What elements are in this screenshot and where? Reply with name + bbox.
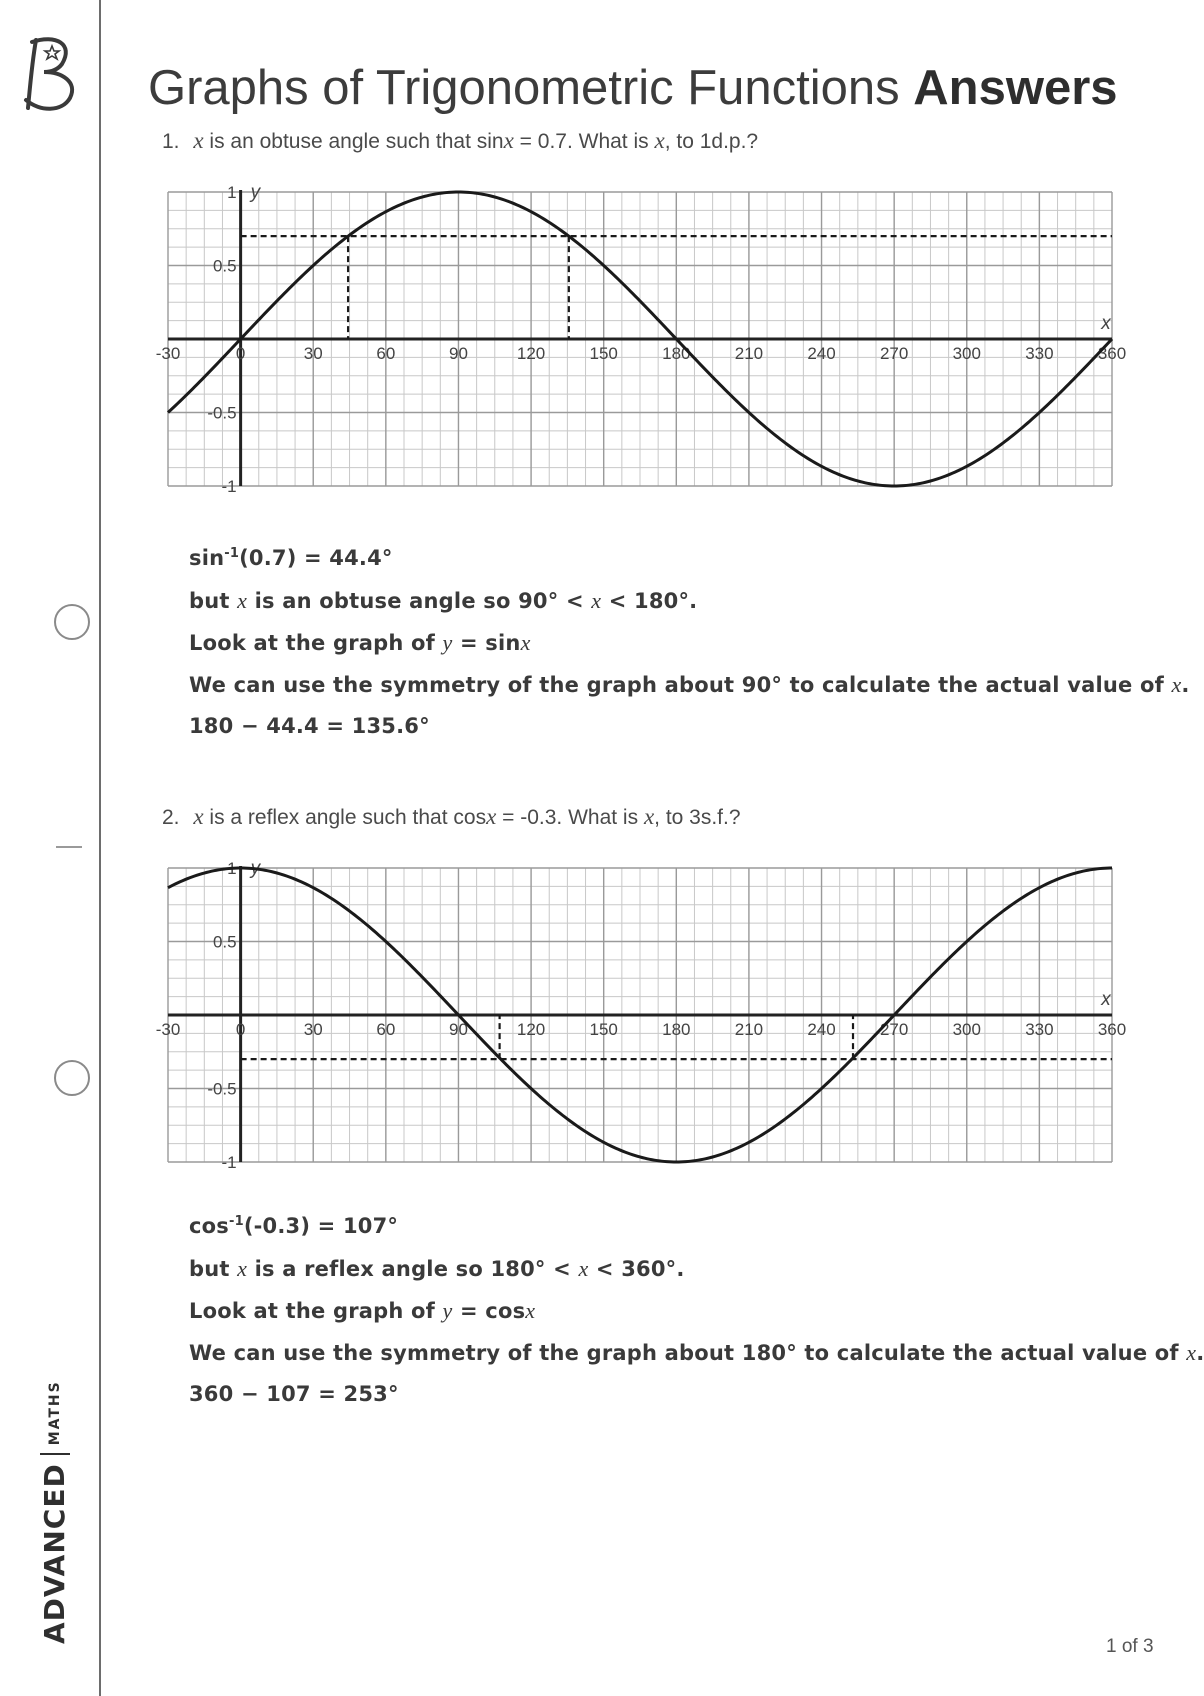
x-axis-label: x (1101, 313, 1111, 334)
question-number: 1. (162, 130, 180, 153)
fold-mark (56, 846, 82, 848)
x-tick-label: 210 (734, 344, 764, 363)
q-text: , to 3s.f.? (654, 806, 741, 829)
punch-hole-top (54, 604, 90, 640)
question-1 (162, 128, 758, 154)
x-tick-label: 0 (235, 344, 246, 363)
answer-text: . (1196, 1341, 1204, 1365)
answer-sup: -1 (228, 1214, 244, 1229)
answer-text: We can use the symmetry of the graph about 90° to calculate the actual value of (189, 673, 1172, 697)
x-tick-label: 180 (662, 344, 691, 363)
x-tick-label: 180 (662, 1020, 691, 1039)
q-text: , to 1d.p.? (664, 130, 759, 153)
y-tick-label: -1 (221, 1153, 237, 1172)
answer-line (189, 672, 1190, 698)
brand-sub: MATHS (46, 1380, 63, 1446)
x-tick-label: 300 (952, 1020, 981, 1039)
answer-var: x (237, 1256, 248, 1281)
answer-text: but (189, 1257, 238, 1281)
y-tick-label: 1 (227, 859, 237, 878)
x-tick-label: 90 (449, 1020, 468, 1039)
answer-text: = cos (452, 1299, 526, 1323)
answer-text: (0.7) = 44.4° (239, 546, 393, 570)
answer-var: y (442, 630, 453, 655)
q-var: x (486, 804, 497, 829)
page-number: 1 of 3 (1106, 1636, 1154, 1657)
answer-line (189, 630, 531, 656)
b-star-logo-icon (22, 32, 80, 114)
brand-vertical (38, 1380, 71, 1644)
answer-text: but (189, 589, 238, 613)
answer-var: x (591, 588, 602, 613)
x-tick-label: 60 (376, 344, 396, 363)
page-title (148, 60, 1118, 116)
q-var: x (643, 804, 655, 829)
cosine-graph (150, 836, 1130, 1176)
answer-text: Look at the graph of (189, 1299, 443, 1323)
punch-hole-bottom (54, 1060, 90, 1096)
q-var: x (193, 804, 204, 829)
x-tick-label: 0 (235, 1020, 246, 1039)
answer-var: x (578, 1256, 589, 1281)
answer-line (189, 1382, 399, 1406)
sine-graph (150, 160, 1130, 500)
x-tick-label: 240 (807, 344, 836, 363)
y-tick-label: 0.5 (212, 932, 237, 952)
answer-line (189, 1298, 535, 1324)
answer-line (189, 546, 393, 570)
x-tick-label: 60 (376, 1020, 396, 1039)
x-tick-label: 240 (807, 1020, 836, 1039)
answer-text: < 180°. (601, 589, 698, 613)
y-tick-label: 1 (227, 183, 237, 202)
q-text: is an obtuse angle such that sin (203, 130, 504, 153)
x-tick-label: 360 (1097, 344, 1127, 363)
x-tick-label: 120 (516, 1020, 546, 1039)
y-axis-label: y (250, 182, 261, 203)
answer-var: y (442, 1298, 453, 1323)
answer-text: We can use the symmetry of the graph about 180° to calculate the actual value of (189, 1341, 1187, 1365)
q-var: x (193, 128, 204, 153)
brand-divider (40, 1453, 70, 1455)
x-tick-label: 90 (449, 344, 468, 363)
answer-text: sin (189, 546, 225, 570)
answer-var: x (525, 1298, 536, 1323)
y-tick-label: -0.5 (207, 1079, 237, 1099)
q-text: = -0.3. What is (496, 806, 644, 829)
answer-var: x (1186, 1340, 1197, 1365)
answer-text: is a reflex angle so 180° < (247, 1257, 579, 1281)
q-text: is a reflex angle such that cos (203, 806, 487, 829)
x-tick-label: 210 (734, 1020, 764, 1039)
x-tick-label: 150 (589, 344, 618, 363)
answer-line (189, 1340, 1204, 1366)
answer-line (189, 1256, 685, 1282)
x-tick-label: 270 (879, 1020, 909, 1039)
answer-text: < 360°. (588, 1257, 685, 1281)
q-text: = 0.7. What is (513, 130, 655, 153)
answer-text: 180 − 44.4 = 135.6° (189, 714, 430, 738)
title-regular: Graphs of Trigonometric Functions (148, 61, 900, 115)
answer-text: cos (189, 1214, 229, 1238)
answer-var: x (1171, 672, 1182, 697)
x-tick-label: -30 (155, 344, 181, 363)
x-tick-label: 30 (303, 344, 323, 363)
y-tick-label: -1 (221, 477, 237, 496)
question-number: 2. (162, 806, 180, 829)
answer-line (189, 1214, 398, 1238)
answer-sup: -1 (224, 546, 240, 561)
answer-var: x (520, 630, 531, 655)
x-tick-label: 30 (303, 1020, 323, 1039)
y-axis-label: y (250, 858, 261, 879)
answer-text: (-0.3) = 107° (243, 1214, 399, 1238)
answer-line (189, 714, 430, 738)
answer-text: . (1181, 673, 1190, 697)
question-2 (162, 804, 741, 830)
answer-text: = sin (452, 631, 521, 655)
x-tick-label: 330 (1025, 1020, 1054, 1039)
x-tick-label: 300 (952, 344, 981, 363)
answer-text: 360 − 107 = 253° (189, 1382, 399, 1406)
x-tick-label: 270 (879, 344, 909, 363)
q-var: x (654, 128, 665, 153)
answer-text: is an obtuse angle so 90° < (247, 589, 592, 613)
answer-var: x (237, 588, 248, 613)
x-tick-label: 330 (1025, 344, 1054, 363)
x-tick-label: 150 (589, 1020, 618, 1039)
brand-main: ADVANCED (38, 1463, 71, 1644)
x-tick-label: 120 (516, 344, 546, 363)
q-var: x (503, 128, 514, 153)
answer-line (189, 588, 697, 614)
title-bold: Answers (913, 61, 1118, 115)
x-axis-label: x (1101, 989, 1111, 1010)
x-tick-label: -30 (155, 1020, 181, 1039)
y-tick-label: -0.5 (207, 403, 237, 423)
answer-text: Look at the graph of (189, 631, 443, 655)
x-tick-label: 360 (1097, 1020, 1127, 1039)
margin-rule (99, 0, 101, 1696)
y-tick-label: 0.5 (212, 256, 237, 276)
